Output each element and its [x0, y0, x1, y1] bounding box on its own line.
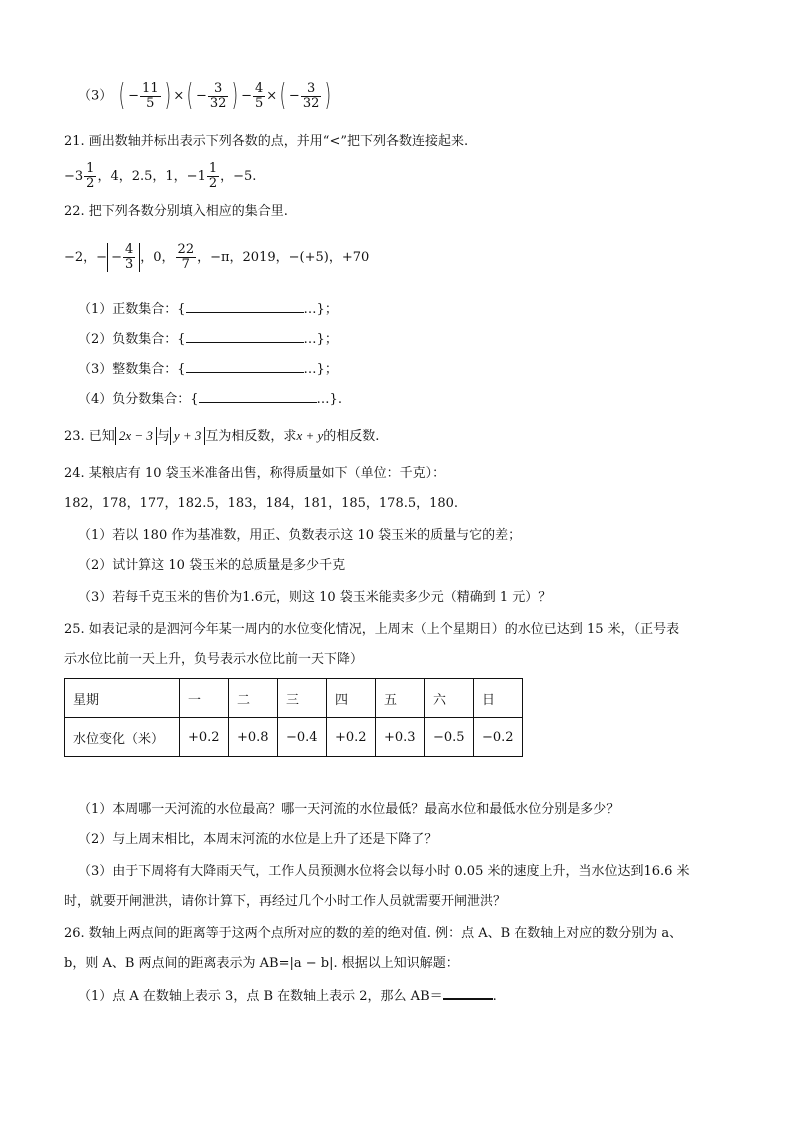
table-row — [65, 718, 523, 757]
table-cell: −0.2 — [474, 718, 523, 757]
q25-text-line2: 示水位比前一天上升，负号表示水位比前一天下降） — [64, 652, 364, 667]
answer-blank[interactable] — [186, 330, 304, 343]
table-cell: −0.5 — [425, 718, 474, 757]
answer-blank[interactable] — [199, 390, 317, 403]
q20-frac-4: $\frac{3}{32}$ — [302, 80, 320, 111]
table-cell: +0.2 — [327, 718, 376, 757]
q24-text: 24. 某粮店有 10 袋玉米准备出售，称得质量如下（单位：千克）： — [64, 466, 446, 481]
q22-set-integer: （3）整数集合：{ …}； — [78, 362, 338, 377]
q24-sub-2: （2）试计算这 10 袋玉米的总质量是多少千克 — [78, 558, 346, 573]
q26-sub-1: （1）点 A 在数轴上表示 3，点 B 在数轴上表示 2，那么 AB＝ . — [78, 986, 497, 1007]
q25-sub-3b: 时，就要开闸泄洪，请你计算下，再经过几个小时工作人员就需要开闸泄洪？ — [64, 894, 507, 909]
q25-sub-3a: （3）由于下周将有大降雨天气，工作人员预测水位将会以每小时 0.05 米的速度上升，当水位达到16.6 米 — [78, 864, 690, 879]
q26-text-line1: 26. 数轴上两点间的距离等于这两个点所对应的数的差的绝对值. 例：点 A、B 在数轴上对应的数分别为 a、 — [64, 926, 683, 941]
answer-blank[interactable] — [186, 360, 304, 373]
table-cell: 五 — [376, 679, 425, 718]
answer-blank[interactable] — [443, 986, 493, 1000]
q20-frac-1: $\frac{11}{5}$ — [142, 80, 159, 111]
table-cell: 星期 — [65, 679, 180, 718]
q24-sub-3: （3）若每千克玉米的售价为1.6元，则这 10 袋玉米能卖多少元（精确到 1 元）？ — [78, 590, 552, 605]
q24-data: 182，178，177，182.5，183，184，181，185，178.5，180. — [64, 496, 459, 511]
table-cell: −0.4 — [278, 718, 327, 757]
table-cell: 二 — [229, 679, 278, 718]
q25-sub-2: （2）与上周末相比，本周末河流的水位是上升了还是下降了？ — [78, 832, 438, 847]
table-cell: +0.2 — [180, 718, 229, 757]
table-cell: 六 — [425, 679, 474, 718]
table-cell: +0.3 — [376, 718, 425, 757]
q20-frac-2: $\frac{3}{32}$ — [209, 80, 227, 111]
q20-expression: （3） ( − $\frac{11}{5}$ ) ×( − $\frac{3}{32}$ ) − $\frac{4}{5}$ ×( − $\frac{3}{32}$ ) — [78, 78, 332, 113]
answer-blank[interactable] — [186, 300, 304, 313]
q25-sub-1: （1）本周哪一天河流的水位最高？哪一天河流的水位最低？最高水位和最低水位分别是多少？ — [78, 802, 620, 817]
q26-text-line2: b，则 A、B 两点间的距离表示为 AB=|a − b|. 根据以上知识解题： — [64, 956, 459, 971]
q22-numbers: −2，− − $\frac{4}{3}$ ，0， $\frac{22}{7}$ ，−π，2019，−(+5)，+70 — [64, 242, 370, 272]
q22-set-negative-fraction: （4）负分数集合：{ …}. — [78, 392, 342, 407]
table-cell: 一 — [180, 679, 229, 718]
table-cell: 日 — [474, 679, 523, 718]
q22-text: 22. 把下列各数分别填入相应的集合里. — [64, 204, 288, 219]
q20-frac-3: $\frac{4}{5}$ — [255, 80, 264, 111]
q21-text: 21. 画出数轴并标出表示下列各数的点，并用“<”把下列各数连接起来. — [64, 134, 469, 149]
q21-numbers: −3 $\frac{1}{2}$ ，4，2.5，1，−1 $\frac{1}{2}$ ，−5. — [64, 161, 257, 191]
q24-sub-1: （1）若以 180 作为基准数，用正、负数表示这 10 袋玉米的质量与它的差； — [78, 528, 522, 543]
table-cell: 水位变化（米） — [65, 718, 180, 757]
q22-set-negative: （2）负数集合：{ …}； — [78, 332, 338, 347]
table-cell: 四 — [327, 679, 376, 718]
q23-text: 23. 已知 2x − 3 与 y + 3 互为相反数，求x + y的相反数. — [64, 428, 380, 444]
table-cell: 三 — [278, 679, 327, 718]
q25-text-line1: 25. 如表记录的是泗河今年某一周内的水位变化情况，上周末（上个星期日）的水位已达到 15 米，（正号表 — [64, 622, 680, 637]
table-cell: +0.8 — [229, 718, 278, 757]
q20-label: （3） — [78, 88, 113, 104]
table-row — [65, 679, 523, 718]
water-level-table — [64, 678, 523, 757]
q22-set-positive: （1）正数集合：{ …}； — [78, 302, 338, 317]
